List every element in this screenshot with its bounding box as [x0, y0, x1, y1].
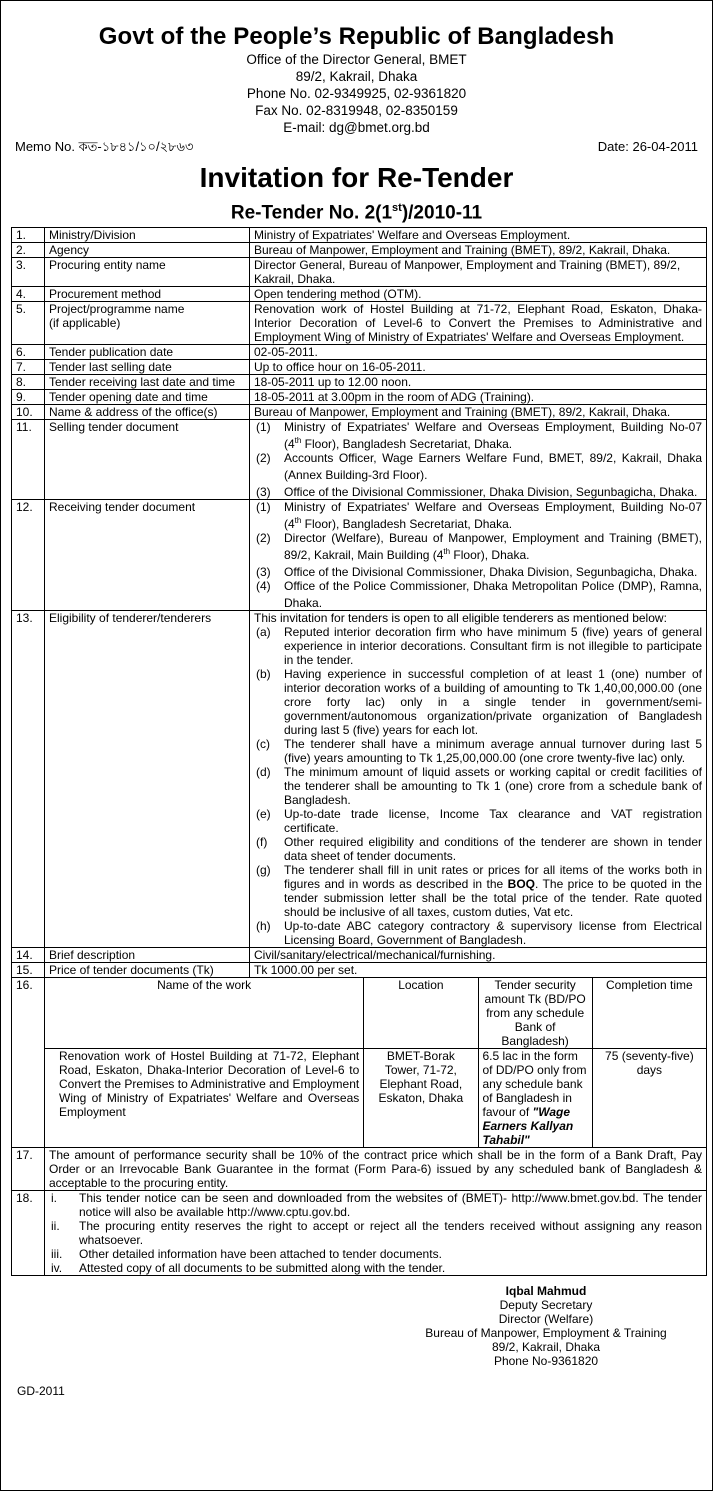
row-value: Bureau of Manpower, Employment and Training (BMET), 89/2, Kakrail, Dhaka.	[250, 243, 707, 258]
row-number: 4.	[12, 287, 45, 302]
row-number: 7.	[12, 360, 45, 375]
row-number: 1.	[12, 228, 45, 243]
table-row	[12, 1049, 707, 1148]
list-item: (g) The tenderer shall fill in unit rates or prices for all items of the works both in figures and in words as described in the BOQ. The price to be quoted in the tender submission letter shall be the total price of the tender. Rate quoted should be inclusive of all taxes, custom duties, Vat etc.	[256, 863, 702, 920]
table-row	[12, 390, 707, 405]
list-item: (3) Office of the Divisional Commissioner, Dhaka Division, Segunbagicha, Dhaka.	[256, 565, 698, 580]
signatory-name: Iqbal Mahmud	[505, 1284, 587, 1299]
memo-row	[1, 138, 712, 156]
retender-number: Re-Tender No. 2(1st)/2010-11	[230, 202, 483, 224]
table-row: 12. Receiving tender document (1) Ministry of Expatriates' Welfare and Overseas Employment, Building No-07 (4th Floor), Bangladesh Secretariat, Dhaka. (2) Director (Welfare), Bureau of Manpower, Employment and Training (BMET), 89/2, Kakrail, Main Building (4th Floor), Dhaka. (3) Office of the Divisional Commissioner, Dhaka Division, Segunbagicha, Dhaka. (4) Office of the Police Commissioner, Dhaka Metropolitan Police (DMP), Ramna, Dhaka.	[12, 500, 707, 611]
table-row	[12, 287, 707, 302]
list-item: (h) Up-to-date ABC category contractory & supervisory license from Electrical Licensing Board, Government of Bangladesh.	[256, 919, 702, 948]
row-number: 2.	[12, 243, 45, 258]
signatory-designation: Deputy Secretary	[499, 1298, 593, 1313]
list-item: ii. The procuring entity reserves the right to accept or reject all the tenders received without assigning any reason whatsoever.	[51, 1219, 702, 1248]
row-label: Procuring entity name	[45, 258, 250, 287]
row-value: Renovation work of Hostel Building at 71-72, Elephant Road, Eskaton, Dhaka-Interior Decoration of Level-6 to Convert the Premises to Administrative and Employment Wing of Ministry of Expatriates' Welfare and Overseas Employment.	[250, 302, 707, 345]
row-value: Up to office hour on 16-05-2011.	[250, 360, 707, 375]
row-label: Project/programme name (if applicable)	[45, 302, 250, 345]
list-item: (4) Office of the Police Commissioner, Dhaka Metropolitan Police (DMP), Ramna, Dhaka.	[256, 579, 702, 611]
row-number: 9.	[12, 390, 45, 405]
security-cell: 6.5 lac in the form of DD/PO only from any schedule bank of Bangladesh in favour of "Wage Earners Kallyan Tahabil"	[478, 1049, 592, 1148]
row-label: Ministry/Division	[45, 228, 250, 243]
signature-block	[411, 1284, 681, 1368]
table-row	[12, 360, 707, 375]
list-item: (1) Ministry of Expatriates' Welfare and Overseas Employment, Building No-07 (4th Floor), Bangladesh Secretariat, Dhaka.	[256, 420, 702, 452]
list-item: (3) Office of the Divisional Commissioner, Dhaka Division, Segunbagicha, Dhaka.	[256, 485, 698, 500]
list-item: (d) The minimum amount of liquid assets or working capital or credit facilities of the tenderer shall be amounting to Tk 1 (one) crore from a schedule bank of Bangladesh.	[256, 765, 702, 808]
list-item: (b) Having experience in successful completion of at least 1 (one) number of interior decoration works of a building of amounting to Tk 1,40,00,000.00 (one crore forty lac) only in a single tender in government/semi-government/autonomous organization/private organization of Bangladesh during last 5 (five) years for each lot.	[256, 667, 702, 738]
list-item: (c) The tenderer shall have a minimum average annual turnover during last 5 (five) years amounting to Tk 1,25,00,000.00 (one crore twenty-five lac) only.	[256, 737, 702, 766]
row-value: 18-05-2011 up to 12.00 noon.	[250, 375, 707, 390]
location-header: Location	[364, 978, 478, 1049]
completion-cell: 75 (seventy-five) days	[592, 1049, 706, 1148]
office-name: Office of the Director General, BMET	[246, 52, 467, 67]
signatory-org: Bureau of Manpower, Employment & Training	[425, 1326, 667, 1341]
row-number: 10.	[12, 405, 45, 420]
gd-number: GD-2011	[17, 1384, 65, 1399]
notice-header	[1, 1, 712, 136]
table-row	[12, 243, 707, 258]
work-name-cell: Renovation work of Hostel Building at 71-72, Elephant Road, Eskaton, Dhaka-Interior Decoration of Level-6 to Convert the Premises to Administrative and Employment Wing of Ministry of Expatriates' Welfare and Overseas Employment	[45, 1049, 364, 1148]
row-label: Tender receiving last date and time	[45, 375, 250, 390]
security-header: Tender security amount Tk (BD/PO from any schedule Bank of Bangladesh)	[478, 978, 592, 1049]
office-email: E-mail: dg@bmet.org.bd	[283, 120, 430, 135]
table-row: 14. Brief description Civil/sanitary/electrical/mechanical/furnishing.	[12, 948, 707, 963]
row-value: 02-05-2011.	[250, 345, 707, 360]
receiving-offices-list	[254, 500, 702, 610]
office-fax: Fax No. 02-8319948, 02-8350159	[255, 103, 458, 118]
office-phone: Phone No. 02-9349925, 02-9361820	[246, 86, 467, 101]
tender-details-table	[11, 227, 707, 1276]
memo-date: Date: 26-04-2011	[597, 139, 698, 154]
table-row	[12, 258, 707, 287]
row-label: Tender opening date and time	[45, 390, 250, 405]
memo-number: Memo No. কত-১৮৪১/১০/২৮৬৩	[15, 139, 194, 154]
table-row: 18. i. This tender notice can be seen and downloaded from the websites of (BMET)- http://www.bmet.gov.bd. The tender notice will also be available http://www.cptu.gov.bd. ii. The procuring entity reserves the right to accept or reject all the tenders received without assigning any reason whatsoever. iii. Other detailed information have been attached to tender documents. iv. Attested copy of all documents to be submitted along with the tender.	[12, 1191, 707, 1276]
completion-header: Completion time	[592, 978, 706, 1049]
table-row: 13. Eligibility of tenderer/tenderers This invitation for tenders is open to all eligible tenderers as mentioned below: (a) Reputed interior decoration firm who have minimum 5 (five) years of general experience in interior decorations. Consultant firm is not illegible to participate in the tender. (b) Having experience in successful completion of at least 1 (one) number of interior decoration works of a building of amounting to Tk 1,40,00,000.00 (one crore forty lac) only in a single tender in government/semi-government/autonomous organization/private organization of Bangladesh during last 5 (five) years for each lot. (c) The tenderer shall have a minimum average annual turnover during last 5 (five) years amounting to Tk 1,25,00,000.00 (one crore twenty-five lac) only. (d) The minimum amount of liquid assets or working capital or credit facilities of the tenderer shall be amounting to Tk 1 (one) crore from a schedule bank of Bangladesh. (e) Up-to-date trade license, Income Tax clearance and VAT registration certificate. (f) Other required eligibility and conditions of the tenderer are shown in tender data sheet of tender documents. (g) The tenderer shall fill in unit rates or prices for all items of the works both in figures and in words as described in the BOQ. The price to be quoted in the tender submission letter shall be the total price of the tender. Rate quoted should be inclusive of all taxes, custom duties, Vat etc. (h) Up-to-date ABC category contractory & supervisory license from Electrical Licensing Board, Government of Bangladesh.	[12, 611, 707, 948]
list-item: (1) Ministry of Expatriates' Welfare and Overseas Employment, Building No-07 (4th Floor), Bangladesh Secretariat, Dhaka.	[256, 500, 702, 532]
office-address: 89/2, Kakrail, Dhaka	[295, 69, 418, 84]
row-value: Director General, Bureau of Manpower, Employment and Training (BMET), 89/2, Kakrail, Dhaka.	[250, 258, 707, 287]
table-row: 11. Selling tender document (1) Ministry of Expatriates' Welfare and Overseas Employment, Building No-07 (4th Floor), Bangladesh Secretariat, Dhaka. (2) Accounts Officer, Wage Earners Welfare Fund, BMET, 89/2, Kakrail, Dhaka (Annex Building-3rd Floor). (3) Office of the Divisional Commissioner, Dhaka Division, Segunbagicha, Dhaka.	[12, 420, 707, 500]
row-label: Tender last selling date	[45, 360, 250, 375]
list-item: (a) Reputed interior decoration firm who have minimum 5 (five) years of general experience in interior decorations. Consultant firm is not illegible to participate in the tender.	[256, 625, 702, 668]
row-number: 6.	[12, 345, 45, 360]
notice-title: Invitation for Re-Tender	[199, 162, 514, 193]
table-row	[12, 405, 707, 420]
list-item: (2) Director (Welfare), Bureau of Manpower, Employment and Training (BMET), 89/2, Kakrail, Main Building (4th Floor), Dhaka.	[256, 531, 702, 563]
list-item: iii. Other detailed information have been attached to tender documents.	[51, 1247, 442, 1262]
row-value: Open tendering method (OTM).	[250, 287, 707, 302]
notice-footer	[1, 1276, 712, 1410]
eligibility-list	[254, 625, 702, 947]
table-row	[12, 228, 707, 243]
row-number: 3.	[12, 258, 45, 287]
row-number: 8.	[12, 375, 45, 390]
eligibility-intro: This invitation for tenders is open to all eligible tenderers as mentioned below:	[254, 611, 667, 626]
performance-security-text: The amount of performance security shall be 10% of the contract price which shall be in the form of a Bank Draft, Pay Order or an Irrevocable Bank Guarantee in the format (Form Para-6) issued by any scheduled bank of Bangladesh & acceptable to the procuring entity.	[45, 1148, 707, 1191]
list-item: iv. Attested copy of all documents to be submitted along with the tender.	[51, 1261, 446, 1276]
row-label: Tender publication date	[45, 345, 250, 360]
signatory-phone: Phone No-9361820	[493, 1354, 599, 1369]
selling-offices-list	[254, 420, 702, 499]
table-row	[12, 345, 707, 360]
list-item: (2) Accounts Officer, Wage Earners Welfare Fund, BMET, 89/2, Kakrail, Dhaka (Annex Building-3rd Floor).	[256, 451, 702, 483]
list-item: (f) Other required eligibility and conditions of the tenderer are shown in tender data sheet of tender documents.	[256, 835, 702, 864]
signatory-role: Director (Welfare)	[498, 1312, 594, 1327]
row-label: Agency	[45, 243, 250, 258]
row-number: 5.	[12, 302, 45, 345]
list-item: (e) Up-to-date trade license, Income Tax clearance and VAT registration certificate.	[256, 807, 702, 836]
work-name-header: Name of the work	[45, 978, 364, 1049]
govt-heading: Govt of the People’s Republic of Bangladesh	[98, 23, 615, 50]
general-notes-list	[49, 1191, 702, 1275]
table-row: 17. The amount of performance security shall be 10% of the contract price which shall be in the form of a Bank Draft, Pay Order or an Irrevocable Bank Guarantee in the format (Form Para-6) issued by any scheduled bank of Bangladesh & acceptable to the procuring entity.	[12, 1148, 707, 1191]
row-label: Name & address of the office(s)	[45, 405, 250, 420]
row-value: Bureau of Manpower, Employment and Training (BMET), 89/2, Kakrail, Dhaka.	[250, 405, 707, 420]
row-label: Procurement method	[45, 287, 250, 302]
table-row: 15. Price of tender documents (Tk) Tk 1000.00 per set.	[12, 963, 707, 978]
row-value: Ministry of Expatriates' Welfare and Overseas Employment.	[250, 228, 707, 243]
signatory-address: 89/2, Kakrail, Dhaka	[491, 1340, 601, 1355]
row-value: 18-05-2011 at 3.00pm in the room of ADG (Training).	[250, 390, 707, 405]
list-item: i. This tender notice can be seen and downloaded from the websites of (BMET)- http://www.bmet.gov.bd. The tender notice will also be available http://www.cptu.gov.bd.	[51, 1191, 702, 1220]
table-row	[12, 375, 707, 390]
table-row	[12, 302, 707, 345]
location-cell: BMET-Borak Tower, 71-72, Elephant Road, Eskaton, Dhaka	[364, 1049, 478, 1148]
table-row: 16. Name of the work Location Tender security amount Tk (BD/PO from any schedule Bank of Bangladesh) Completion time	[12, 978, 707, 1049]
